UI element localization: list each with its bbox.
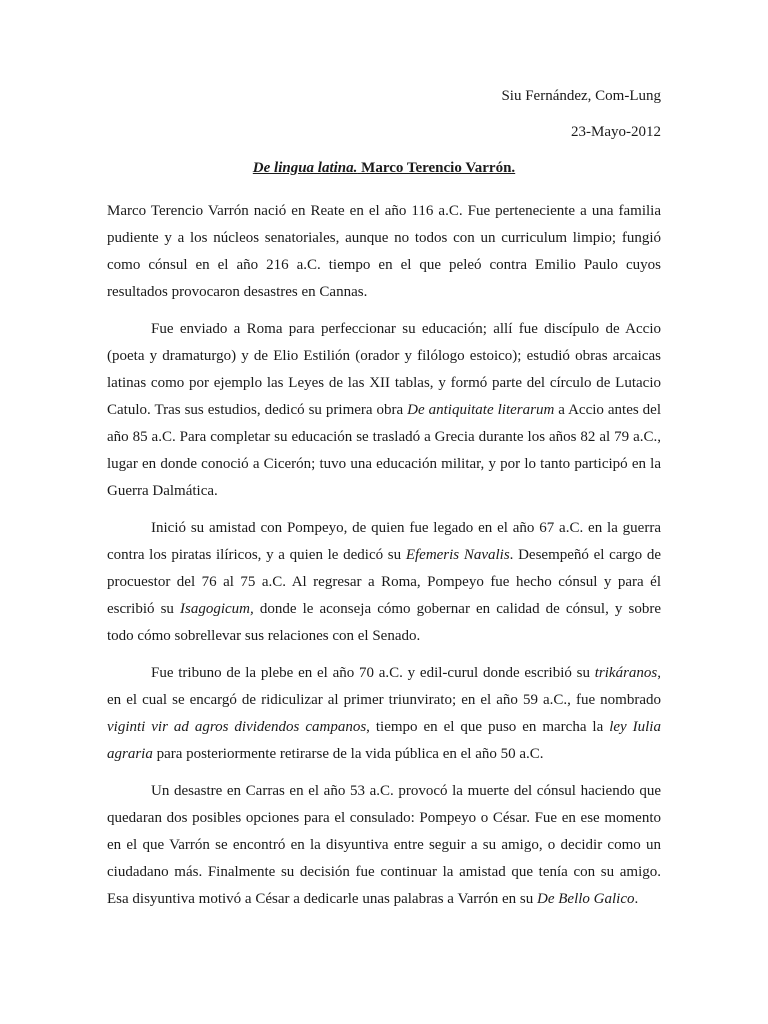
paragraph-2: [107, 316, 661, 505]
italic-text-run: De antiquitate literarum: [407, 402, 555, 418]
author-name: Siu Fernández, Com-Lung: [501, 88, 661, 104]
document-body: [107, 198, 661, 923]
text-run: Fue tribuno de la plebe en el año 70 a.C. y edil-curul donde escribió su: [151, 665, 595, 681]
paragraph-3: [107, 515, 661, 650]
text-run: Un desastre en Carras en el año 53 a.C. provocó la muerte del cónsul haciendo que quedaran dos posibles opciones para el consulado: Pompeyo o César. Fue en ese momento en el que Varrón se encontró en la disyuntiva entre seguir a su amigo, o decidir como un ciudadano más. Finalmente su decisión fue continuar la amistad que tenía con su amigo. Esa disyuntiva motivó a César a dedicarle unas palabras a Varrón en su: [107, 783, 661, 907]
italic-text-run: De Bello Galico: [537, 891, 635, 907]
text-run: . Desempeñó el cargo de procuestor del 76 al 75 a.C. Al regresar a Roma, Pompeyo fue hecho cónsul y para él escribió su: [107, 547, 661, 617]
paragraph-5: [107, 778, 661, 913]
text-run: .: [634, 891, 639, 907]
text-run: Inició su amistad con Pompeyo, de quien fue legado en el año 67 a.C. en la guerra contra los piratas ilíricos, y a quien le dedicó su: [107, 520, 661, 563]
document-date: 23-Mayo-2012: [571, 124, 661, 140]
text-run: , en el cual se encargó de ridiculizar al primer triunvirato; en el año 59 a.C., fue nombrado: [107, 665, 661, 708]
paragraph-4: [107, 660, 661, 768]
text-run: a Accio antes del año 85 a.C. Para completar su educación se trasladó a Grecia durante los años 82 al 79 a.C., lugar en donde conoció a Cicerón; tuvo una educación militar, y por lo tanto participó en la Guerra Dalmática.: [107, 402, 661, 499]
text-run: donde le aconseja cómo gobernar en calidad de cónsul, y sobre todo cómo sobrellevar sus relaciones con el Senado.: [107, 601, 661, 644]
italic-text-run: Efemeris Navalis: [405, 547, 510, 563]
document-title: [0, 160, 768, 177]
title-plain-part: Marco Terencio Varrón.: [357, 160, 516, 176]
paragraph-1: [107, 198, 661, 306]
italic-text-run: trikáranos: [594, 665, 658, 681]
title-italic-part: De lingua latina.: [252, 160, 358, 176]
text-run: Marco Terencio Varrón nació en Reate en el año 116 a.C. Fue perteneciente a una familia pudiente y a los núcleos senatoriales, aunque no todos con un curriculum limpio; fungió como cónsul en el año 216 a.C. tiempo en el que peleó contra Emilio Paulo cuyos resultados provocaron desastres en Cannas.: [107, 203, 661, 300]
italic-text-run: Isagogicum,: [180, 601, 254, 617]
italic-text-run: viginti vir ad agros dividendos campanos: [107, 719, 367, 735]
text-run: Fue enviado a Roma para perfeccionar su educación; allí fue discípulo de Accio (poeta y dramaturgo) y de Elio Estilión (orador y filólogo estoico); estudió obras arcaicas latinas como por ejemplo las Leyes de las XII tablas, y formó parte del círculo de Lutacio Catulo. Tras sus estudios, dedicó su primera obra: [107, 321, 661, 418]
text-run: para posteriormente retirarse de la vida pública en el año 50 a.C.: [152, 746, 544, 762]
text-run: , tiempo en el que puso en marcha la: [366, 719, 610, 735]
italic-text-run: ley Iulia agraria: [107, 719, 661, 762]
